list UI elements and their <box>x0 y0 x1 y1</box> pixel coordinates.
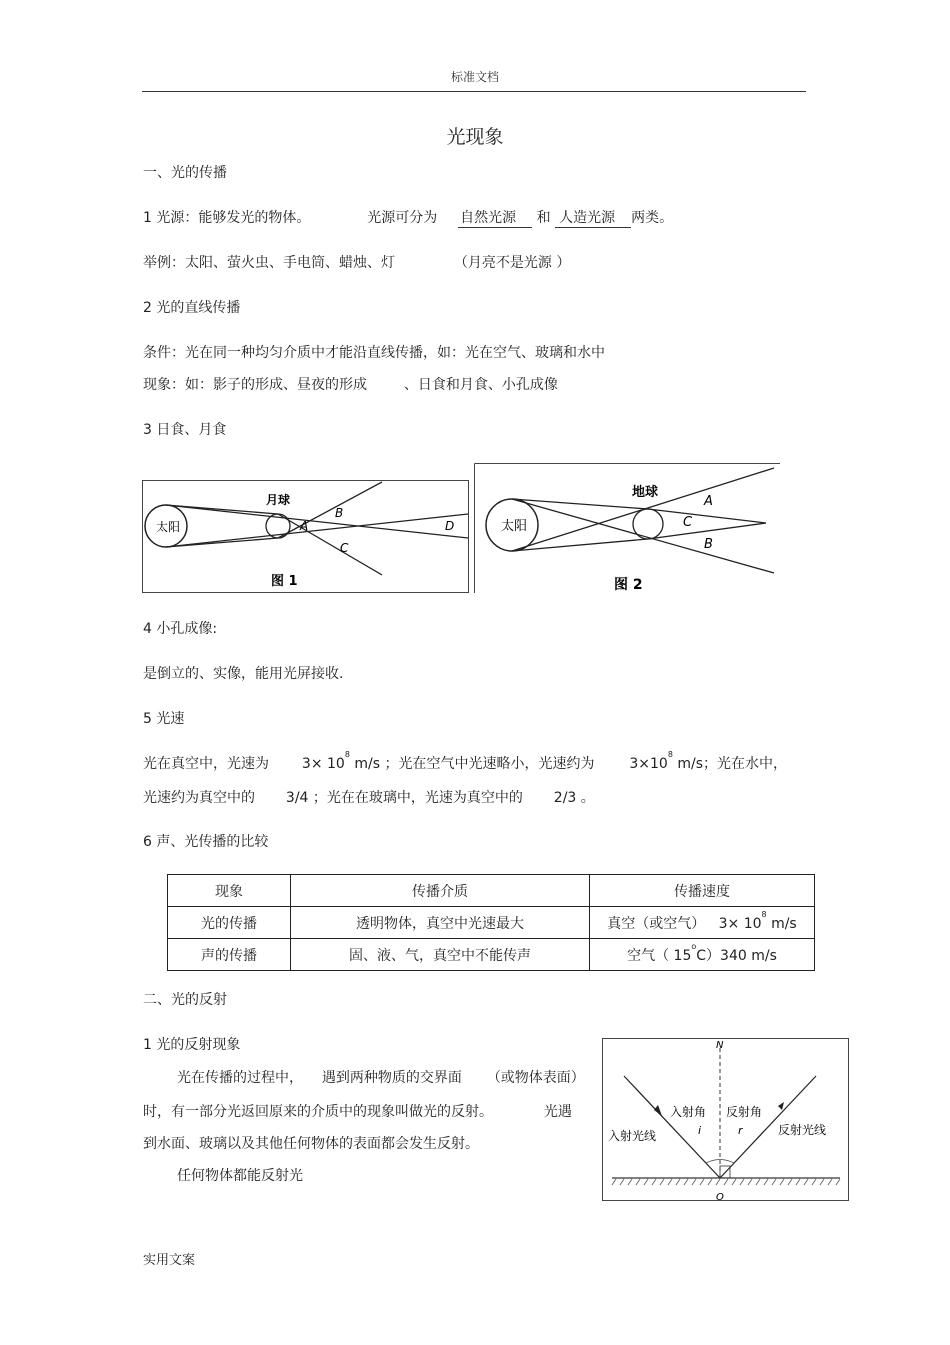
speed-water-fraction-text: 光速约为真空中的 <box>143 790 255 806</box>
speed-air-text: m/s ；光在空气中光速略小，光速约为 <box>349 756 595 772</box>
light-speed-heading: 5 光速 <box>143 711 185 727</box>
reflection-heading: 1 光的反射现象 <box>143 1037 241 1053</box>
table-header-row <box>168 875 815 907</box>
reflection-diagram <box>602 1038 850 1202</box>
solar-eclipse-diagram <box>142 480 470 593</box>
cell-exponent: 8 <box>761 909 767 919</box>
fig1-label-a: A <box>300 519 309 533</box>
light-source-classification: 光源可分为 <box>367 210 438 226</box>
phenomenon-text-b: 、日食和月食、小孔成像 <box>403 377 558 393</box>
examples-line <box>143 252 570 272</box>
speed-period: 。 <box>580 790 595 806</box>
fig2-label-c: C <box>683 515 693 530</box>
eclipse-heading: 3 日食、月食 <box>143 422 227 438</box>
fig1-label-d: D <box>445 519 455 533</box>
lunar-eclipse-diagram <box>474 463 782 593</box>
reflection-line-2 <box>143 1101 572 1121</box>
condition-text: 条件：光在同一种均匀介质中才能沿直线传播，如：光在空气、玻璃和水中 <box>143 345 605 361</box>
fig2-label-b: B <box>704 537 713 552</box>
fig3-i-label: i <box>698 1124 702 1137</box>
reflection-text: 时，有一部分光返回原来的介质中的现象叫做光的反射。 <box>143 1104 493 1120</box>
speed-line-1 <box>143 750 788 773</box>
comparison-table <box>167 874 815 971</box>
reflected-arrow-icon <box>778 1102 784 1110</box>
cell-text: 空气（ 15 <box>627 947 692 964</box>
speed-air-value: 3×10 <box>629 756 668 772</box>
fig3-normal-label: N <box>716 1040 724 1051</box>
blank-artificial-source: 人造光源 <box>555 207 631 228</box>
speed-exponent-1: 8 <box>344 750 350 759</box>
fig2-caption: 图 2 <box>614 577 643 593</box>
examples-text: 举例：太阳、萤火虫、手电筒、蜡烛、灯 <box>143 255 395 271</box>
cell-unit: C）340 m/s <box>696 947 777 964</box>
fig3-incident-angle-label: 入射角 <box>670 1105 707 1119</box>
fig2-sun-label: 太阳 <box>501 519 528 534</box>
incident-arrow-icon <box>654 1105 662 1116</box>
blank-natural-source: 自然光源 <box>458 207 532 228</box>
table-row <box>168 907 815 939</box>
speed-exponent-2: 8 <box>667 750 673 759</box>
header-rule <box>142 91 806 92</box>
table-cell: 固、液、气，真空中不能传声 <box>291 939 590 971</box>
table-cell: 光的传播 <box>168 907 291 939</box>
table-row <box>168 939 815 971</box>
phenomenon-text-a: 现象：如：影子的形成、昼夜的形成 <box>143 377 367 393</box>
rectilinear-heading: 2 光的直线传播 <box>143 300 241 316</box>
reflection-line-3: 到水面、玻璃以及其他任何物体的表面都会发生反射。 <box>143 1136 479 1152</box>
table-cell: 透明物体，真空中光速最大 <box>291 907 590 939</box>
fig3-reflect-ray-label: 反射光线 <box>778 1123 827 1137</box>
page-footer: 实用文案 <box>143 1253 196 1268</box>
fig3-r-label: r <box>738 1124 743 1137</box>
section-heading-propagation: 一、光的传播 <box>143 165 227 181</box>
fig3-reflect-angle-label: 反射角 <box>726 1105 763 1119</box>
table-cell <box>590 939 815 971</box>
table-header-speed: 传播速度 <box>590 875 815 907</box>
cell-degree: o <box>691 941 697 951</box>
reflection-text: （或物体表面） <box>486 1070 585 1086</box>
two-kinds-text: 两类。 <box>631 210 674 226</box>
table-header-phenomenon: 现象 <box>168 875 291 907</box>
speed-vacuum-value: 3× 10 <box>301 756 345 772</box>
speed-water-text: m/s；光在水中， <box>672 756 788 772</box>
table-header-medium: 传播介质 <box>291 875 590 907</box>
phenomenon-line <box>143 374 558 394</box>
page-header: 标准文档 <box>450 70 499 84</box>
speed-glass-text: ；光在在玻璃中，光速为真空中的 <box>312 790 523 806</box>
table-cell: 声的传播 <box>168 939 291 971</box>
fig1-moon-label: 月球 <box>266 493 291 507</box>
speed-vacuum-text: 光在真空中，光速为 <box>143 756 269 772</box>
comparison-heading: 6 声、光传播的比较 <box>143 834 269 850</box>
pinhole-heading: 4 小孔成像: <box>143 621 218 637</box>
and-text: 和 <box>536 210 551 226</box>
section-heading-reflection: 二、光的反射 <box>143 992 227 1008</box>
reflection-text: 光在传播的过程中， <box>177 1070 303 1086</box>
fig2-earth-label: 地球 <box>632 485 659 500</box>
moon-note: （月亮不是光源 ） <box>453 255 571 271</box>
reflection-line-4: 任何物体都能反射光 <box>177 1168 303 1184</box>
speed-line-2 <box>143 787 595 807</box>
cell-text: 真空（或空气） <box>607 915 706 932</box>
pinhole-text: 是倒立的、实像，能用光屏接收. <box>143 666 344 682</box>
page-title: 光现象 <box>446 126 504 148</box>
speed-glass-fraction: 2/3 <box>553 790 577 806</box>
fig1-sun-label: 太阳 <box>156 520 181 534</box>
speed-water-fraction: 3/4 <box>285 790 309 806</box>
reflection-text: 光遇 <box>543 1104 572 1120</box>
reflection-line-1 <box>177 1067 585 1087</box>
light-source-line <box>143 207 673 228</box>
fig3-origin-label: O <box>716 1192 724 1202</box>
reflection-text: 遇到两种物质的交界面 <box>321 1070 462 1086</box>
fig3-incident-ray-label: 入射光线 <box>608 1129 657 1143</box>
cell-value: 3× 10 <box>718 915 762 932</box>
light-source-definition: 1 光源：能够发光的物体。 <box>143 210 311 226</box>
fig1-label-b: B <box>335 506 344 520</box>
table-cell <box>590 907 815 939</box>
cell-unit: m/s <box>766 915 797 932</box>
fig1-caption: 图 1 <box>271 574 298 589</box>
fig1-label-c: C <box>340 541 349 555</box>
fig2-label-a: A <box>704 494 713 509</box>
